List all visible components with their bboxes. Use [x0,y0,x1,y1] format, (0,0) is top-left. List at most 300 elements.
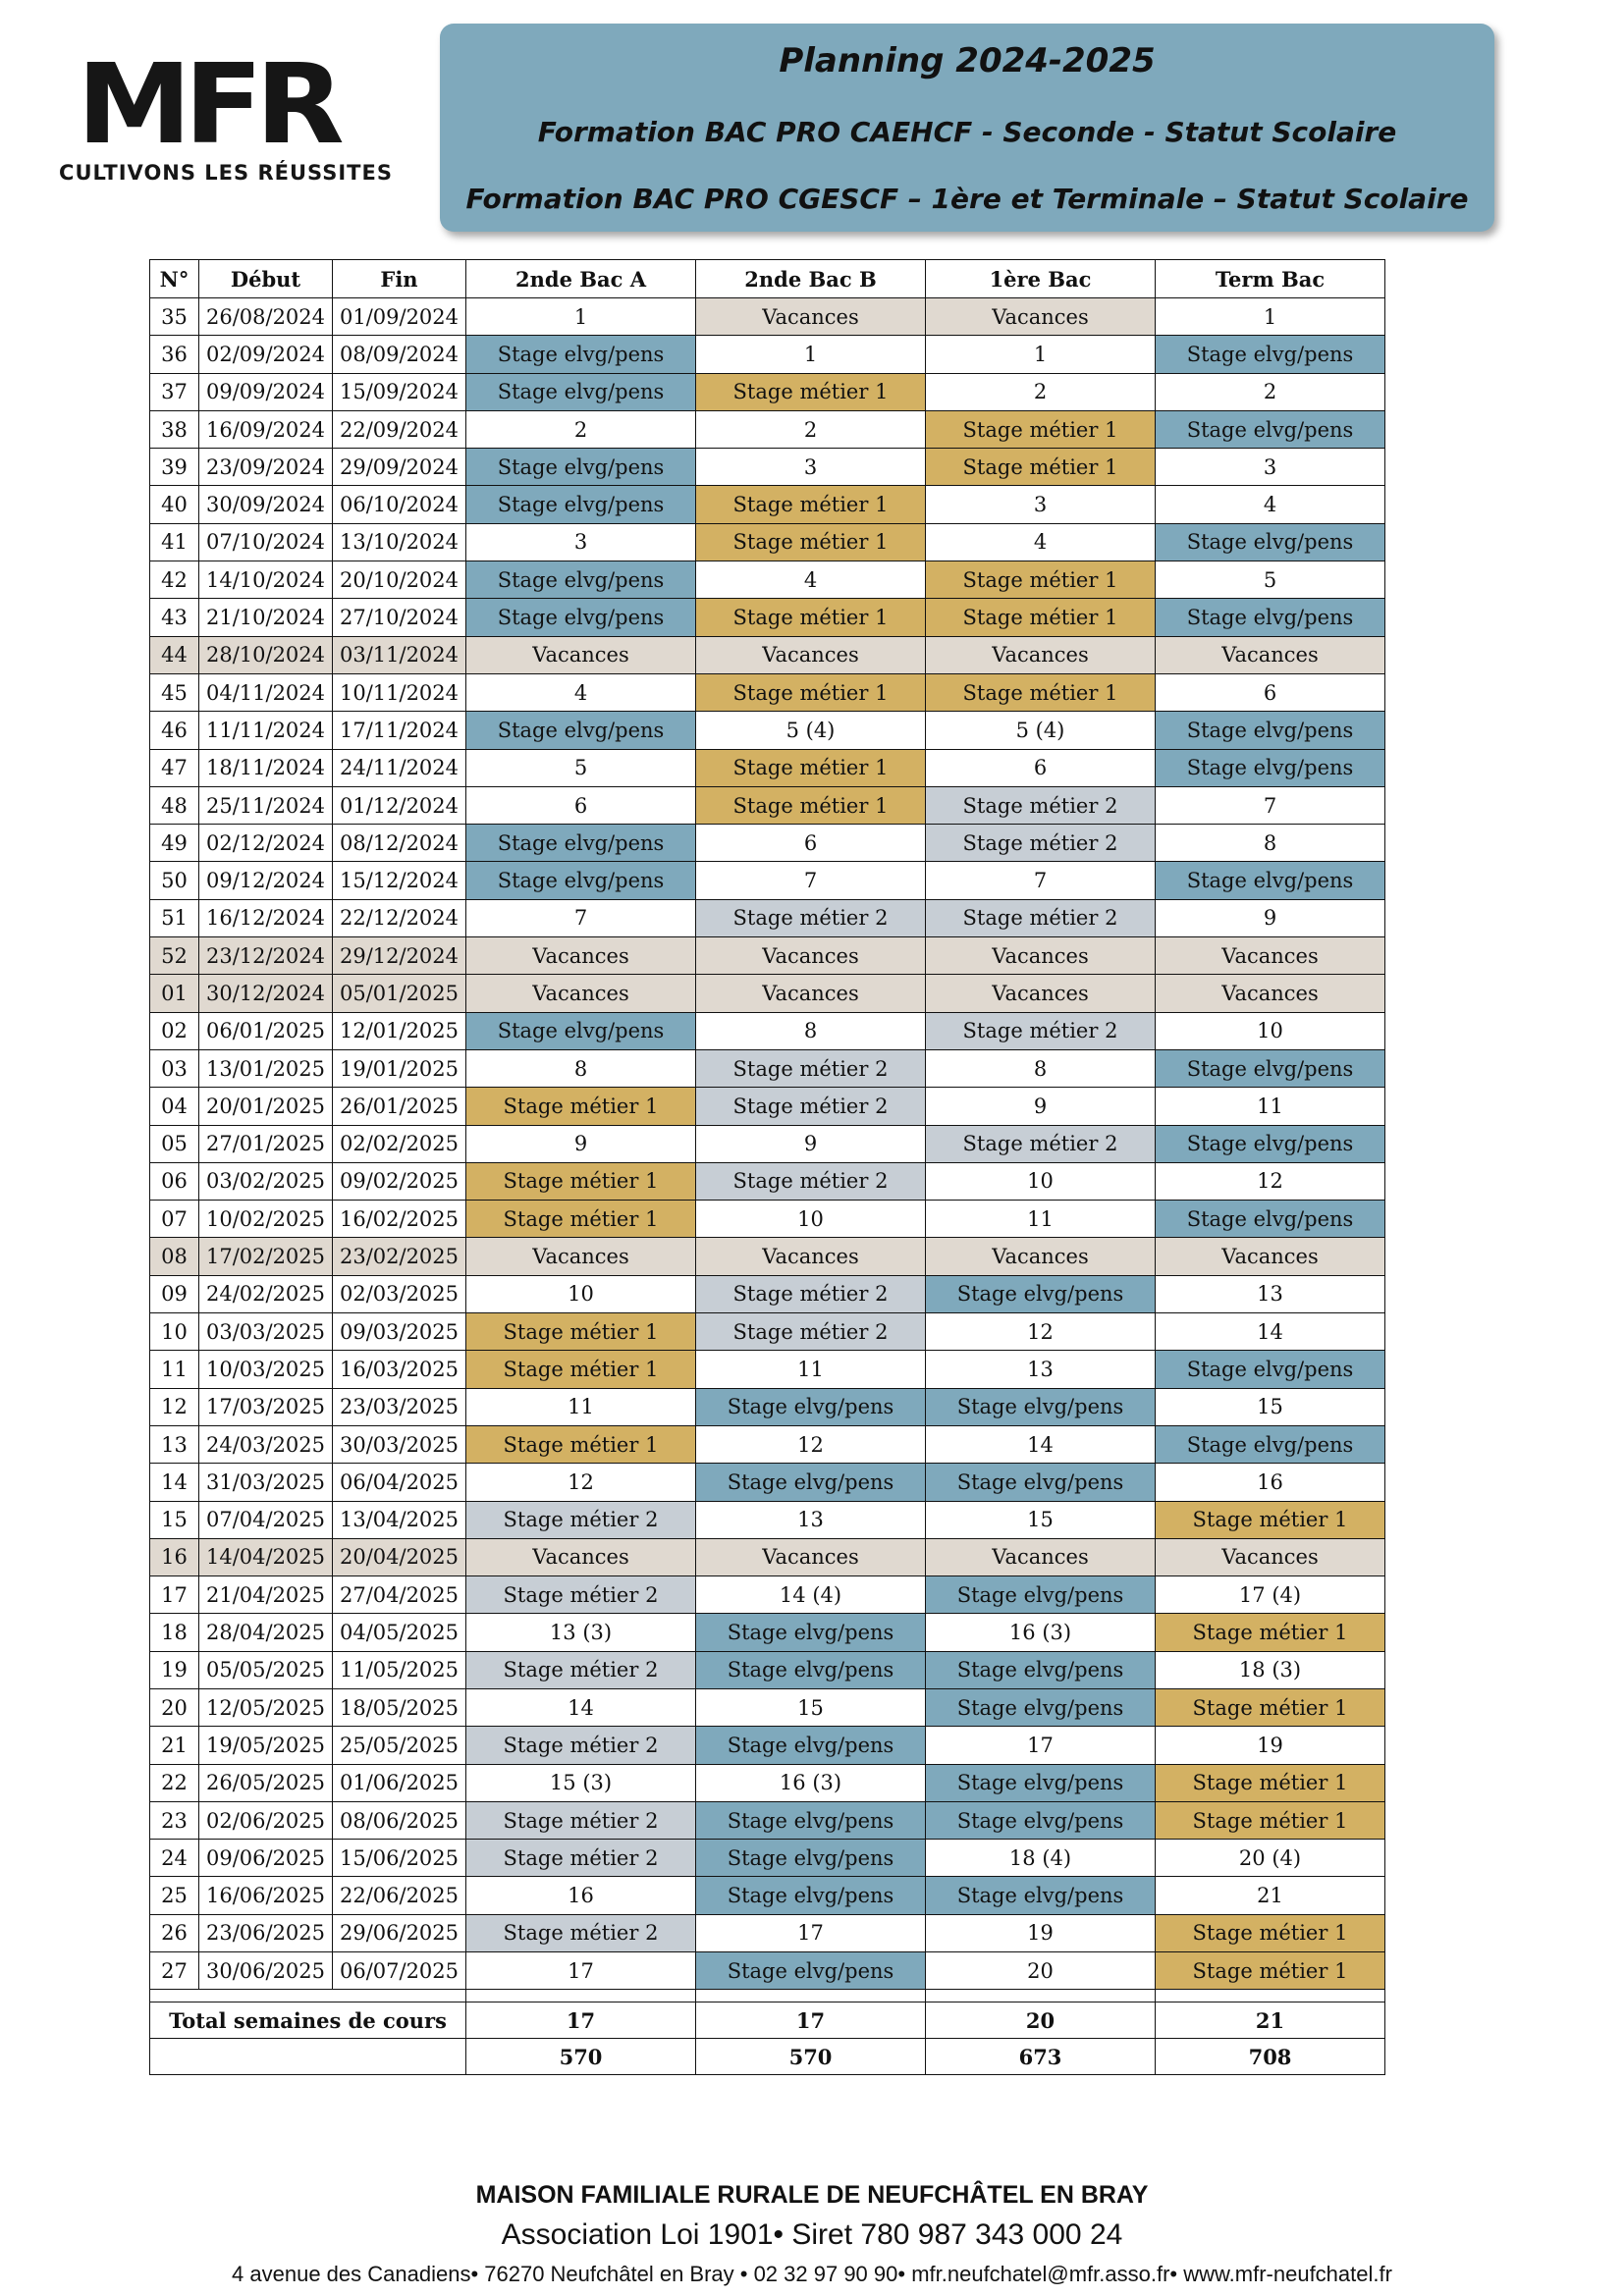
cell-2nde-bac-b: 17 [696,1914,926,1951]
cell-term-bac: Stage métier 1 [1156,1764,1385,1801]
cell-1ere-bac: 16 (3) [926,1614,1156,1651]
table-row [150,410,1385,448]
cell-term-bac: 5 [1156,561,1385,599]
cell-term-bac: 10 [1156,1012,1385,1049]
cell-term-bac: Stage elvg/pens [1156,1049,1385,1087]
header-start-date: Début [199,260,333,298]
cell-2nde-bac-a: Stage elvg/pens [466,825,696,862]
cell-2nde-bac-a: 14 [466,1688,696,1726]
end-date: 22/09/2024 [333,410,466,448]
week-number: 23 [150,1801,199,1839]
start-date: 27/01/2025 [199,1125,333,1162]
end-date: 18/05/2025 [333,1688,466,1726]
cell-term-bac: Vacances [1156,1538,1385,1575]
week-number: 47 [150,749,199,786]
end-date: 26/01/2025 [333,1088,466,1125]
cell-2nde-bac-a: 16 [466,1877,696,1914]
end-date: 25/05/2025 [333,1727,466,1764]
cell-term-bac: 1 [1156,298,1385,336]
week-number: 45 [150,673,199,711]
cell-1ere-bac: Stage elvg/pens [926,1651,1156,1688]
end-date: 06/07/2025 [333,1952,466,1990]
table-row [150,1351,1385,1388]
planning-body [150,298,1385,1990]
logo-letters: MFR [77,39,337,169]
table-row [150,1877,1385,1914]
cell-1ere-bac: 17 [926,1727,1156,1764]
total-hours-row [150,2039,1385,2075]
cell-2nde-bac-b: Stage métier 2 [696,1049,926,1087]
cell-2nde-bac-a: 9 [466,1125,696,1162]
end-date: 10/11/2024 [333,673,466,711]
footer-organisation: MAISON FAMILIALE RURALE DE NEUFCHÂTEL EN BRAY [475,2181,1149,2209]
table-row [150,373,1385,410]
cell-term-bac: Stage elvg/pens [1156,712,1385,749]
start-date: 09/12/2024 [199,862,333,899]
cell-term-bac: 7 [1156,786,1385,824]
cell-term-bac: Stage elvg/pens [1156,336,1385,373]
cell-2nde-bac-b: Vacances [696,298,926,336]
table-row [150,1840,1385,1877]
cell-1ere-bac: 15 [926,1501,1156,1538]
footer-contact: 4 avenue des Canadiens• 76270 Neufchâtel en Bray • 02 32 97 90 90• mfr.neufchatel@mfr.asso.fr• www.mfr-neufchatel.fr [232,2262,1392,2286]
cell-2nde-bac-b: 2 [696,410,926,448]
start-date: 02/12/2024 [199,825,333,862]
start-date: 02/09/2024 [199,336,333,373]
cell-2nde-bac-a: Vacances [466,975,696,1012]
end-date: 16/02/2025 [333,1201,466,1238]
week-number: 10 [150,1313,199,1351]
cell-2nde-bac-a: 7 [466,899,696,936]
start-date: 06/01/2025 [199,1012,333,1049]
cell-2nde-bac-a: Stage métier 1 [466,1425,696,1463]
cell-1ere-bac: Vacances [926,636,1156,673]
end-date: 06/10/2024 [333,486,466,523]
gap-cell [466,1990,696,2002]
week-number: 07 [150,1201,199,1238]
start-date: 23/06/2025 [199,1914,333,1951]
total-weeks-2nde-bac-b: 17 [696,2002,926,2039]
gap-cell [150,1990,466,2002]
cell-1ere-bac: 10 [926,1162,1156,1200]
start-date: 17/02/2025 [199,1238,333,1275]
cell-2nde-bac-b: Stage métier 2 [696,1088,926,1125]
table-row [150,1501,1385,1538]
cell-1ere-bac: Stage elvg/pens [926,1877,1156,1914]
cell-2nde-bac-b: 14 (4) [696,1576,926,1614]
week-number: 14 [150,1464,199,1501]
start-date: 09/09/2024 [199,373,333,410]
week-number: 41 [150,523,199,561]
cell-1ere-bac: Stage métier 1 [926,449,1156,486]
week-number: 22 [150,1764,199,1801]
cell-1ere-bac: Stage métier 1 [926,561,1156,599]
cell-2nde-bac-a: Stage métier 1 [466,1313,696,1351]
cell-2nde-bac-a: 2 [466,410,696,448]
table-row [150,636,1385,673]
cell-2nde-bac-b: Stage elvg/pens [696,1388,926,1425]
week-number: 52 [150,937,199,975]
table-row [150,449,1385,486]
cell-2nde-bac-a: Vacances [466,636,696,673]
table-row [150,486,1385,523]
total-weeks-2nde-bac-a: 17 [466,2002,696,2039]
formation-premiere-terminale: Formation BAC PRO CGESCF – 1ère et Terminale – Statut Scolaire [465,183,1469,215]
table-row [150,1801,1385,1839]
table-row [150,862,1385,899]
end-date: 20/04/2025 [333,1538,466,1575]
table-row [150,1464,1385,1501]
cell-2nde-bac-b: Stage elvg/pens [696,1464,926,1501]
cell-2nde-bac-a: Vacances [466,937,696,975]
week-number: 21 [150,1727,199,1764]
table-row [150,336,1385,373]
header-term-bac: Term Bac [1156,260,1385,298]
cell-2nde-bac-a: 3 [466,523,696,561]
table-row [150,1727,1385,1764]
cell-term-bac: 15 [1156,1388,1385,1425]
start-date: 11/11/2024 [199,712,333,749]
cell-2nde-bac-a: Stage elvg/pens [466,1012,696,1049]
header-week-number: N° [150,260,199,298]
end-date: 23/03/2025 [333,1388,466,1425]
week-number: 20 [150,1688,199,1726]
cell-1ere-bac: Stage métier 2 [926,786,1156,824]
week-number: 17 [150,1576,199,1614]
cell-2nde-bac-a: Stage elvg/pens [466,599,696,636]
week-number: 18 [150,1614,199,1651]
cell-1ere-bac: 3 [926,486,1156,523]
total-hours-label [150,2039,466,2075]
cell-1ere-bac: 14 [926,1425,1156,1463]
header-2nde-bac-a: 2nde Bac A [466,260,696,298]
cell-term-bac: Stage elvg/pens [1156,599,1385,636]
cell-1ere-bac: Vacances [926,937,1156,975]
cell-2nde-bac-b: Stage elvg/pens [696,1651,926,1688]
end-date: 29/09/2024 [333,449,466,486]
week-number: 25 [150,1877,199,1914]
cell-2nde-bac-a: Stage métier 2 [466,1914,696,1951]
cell-2nde-bac-a: Vacances [466,1538,696,1575]
start-date: 30/09/2024 [199,486,333,523]
end-date: 12/01/2025 [333,1012,466,1049]
cell-1ere-bac: 18 (4) [926,1840,1156,1877]
total-hours-2nde-bac-b: 570 [696,2039,926,2075]
cell-term-bac: 20 (4) [1156,1840,1385,1877]
start-date: 19/05/2025 [199,1727,333,1764]
start-date: 13/01/2025 [199,1049,333,1087]
cell-1ere-bac: Stage elvg/pens [926,1275,1156,1312]
cell-1ere-bac: Stage métier 2 [926,899,1156,936]
week-number: 12 [150,1388,199,1425]
cell-2nde-bac-b: Stage métier 2 [696,1313,926,1351]
end-date: 15/09/2024 [333,373,466,410]
start-date: 03/02/2025 [199,1162,333,1200]
week-number: 40 [150,486,199,523]
cell-2nde-bac-b: Stage métier 2 [696,1162,926,1200]
cell-2nde-bac-b: Stage métier 1 [696,786,926,824]
cell-2nde-bac-a: 5 [466,749,696,786]
week-number: 16 [150,1538,199,1575]
table-row [150,1388,1385,1425]
cell-2nde-bac-b: Stage elvg/pens [696,1801,926,1839]
start-date: 23/12/2024 [199,937,333,975]
cell-term-bac: 21 [1156,1877,1385,1914]
start-date: 12/05/2025 [199,1688,333,1726]
end-date: 06/04/2025 [333,1464,466,1501]
start-date: 16/12/2024 [199,899,333,936]
table-row [150,1125,1385,1162]
cell-2nde-bac-a: Stage métier 1 [466,1088,696,1125]
logo-tagline: CULTIVONS LES RÉUSSITES [59,161,393,185]
end-date: 29/06/2025 [333,1914,466,1951]
end-date: 09/02/2025 [333,1162,466,1200]
cell-term-bac: 2 [1156,373,1385,410]
end-date: 01/09/2024 [333,298,466,336]
cell-2nde-bac-b: 8 [696,1012,926,1049]
cell-2nde-bac-b: 1 [696,336,926,373]
cell-2nde-bac-b: Vacances [696,937,926,975]
table-row [150,1425,1385,1463]
start-date: 26/08/2024 [199,298,333,336]
start-date: 31/03/2025 [199,1464,333,1501]
cell-2nde-bac-a: 8 [466,1049,696,1087]
table-row [150,1162,1385,1200]
cell-1ere-bac: Stage métier 1 [926,673,1156,711]
week-number: 19 [150,1651,199,1688]
cell-1ere-bac: Stage elvg/pens [926,1464,1156,1501]
gap-row [150,1990,1385,2002]
table-row [150,825,1385,862]
start-date: 17/03/2025 [199,1388,333,1425]
week-number: 11 [150,1351,199,1388]
week-number: 48 [150,786,199,824]
start-date: 24/03/2025 [199,1425,333,1463]
end-date: 15/12/2024 [333,862,466,899]
week-number: 06 [150,1162,199,1200]
week-number: 37 [150,373,199,410]
cell-term-bac: Stage elvg/pens [1156,1425,1385,1463]
table-row [150,899,1385,936]
cell-term-bac: Stage elvg/pens [1156,1125,1385,1162]
end-date: 22/06/2025 [333,1877,466,1914]
end-date: 09/03/2025 [333,1313,466,1351]
end-date: 01/12/2024 [333,786,466,824]
table-row [150,1576,1385,1614]
cell-2nde-bac-b: 15 [696,1688,926,1726]
start-date: 02/06/2025 [199,1801,333,1839]
table-row [150,1914,1385,1951]
cell-term-bac: 19 [1156,1727,1385,1764]
cell-2nde-bac-a: Stage elvg/pens [466,712,696,749]
cell-2nde-bac-b: Stage métier 1 [696,749,926,786]
planning-table [149,259,1385,2075]
cell-term-bac: 17 (4) [1156,1576,1385,1614]
cell-2nde-bac-a: 6 [466,786,696,824]
start-date: 14/10/2024 [199,561,333,599]
start-date: 07/04/2025 [199,1501,333,1538]
cell-term-bac: 4 [1156,486,1385,523]
start-date: 03/03/2025 [199,1313,333,1351]
cell-1ere-bac: Vacances [926,975,1156,1012]
start-date: 24/02/2025 [199,1275,333,1312]
table-row [150,561,1385,599]
cell-2nde-bac-a: Stage elvg/pens [466,561,696,599]
start-date: 28/04/2025 [199,1614,333,1651]
table-row [150,1651,1385,1688]
table-row [150,1049,1385,1087]
cell-2nde-bac-a: Stage métier 2 [466,1727,696,1764]
week-number: 44 [150,636,199,673]
cell-2nde-bac-b: Stage elvg/pens [696,1840,926,1877]
cell-term-bac: Stage elvg/pens [1156,523,1385,561]
cell-1ere-bac: 11 [926,1201,1156,1238]
cell-2nde-bac-a: 12 [466,1464,696,1501]
cell-2nde-bac-a: Stage métier 2 [466,1801,696,1839]
week-number: 09 [150,1275,199,1312]
week-number: 03 [150,1049,199,1087]
cell-1ere-bac: 19 [926,1914,1156,1951]
cell-term-bac: Stage elvg/pens [1156,749,1385,786]
week-number: 04 [150,1088,199,1125]
table-row [150,1614,1385,1651]
cell-2nde-bac-a: Stage elvg/pens [466,373,696,410]
week-number: 39 [150,449,199,486]
cell-2nde-bac-a: Stage métier 1 [466,1162,696,1200]
start-date: 30/06/2025 [199,1952,333,1990]
table-row [150,1313,1385,1351]
start-date: 26/05/2025 [199,1764,333,1801]
week-number: 15 [150,1501,199,1538]
start-date: 09/06/2025 [199,1840,333,1877]
mfr-logo [49,39,412,194]
end-date: 30/03/2025 [333,1425,466,1463]
start-date: 16/09/2024 [199,410,333,448]
cell-2nde-bac-a: 15 (3) [466,1764,696,1801]
cell-term-bac: 9 [1156,899,1385,936]
start-date: 14/04/2025 [199,1538,333,1575]
end-date: 13/04/2025 [333,1501,466,1538]
cell-2nde-bac-b: Stage métier 1 [696,373,926,410]
cell-2nde-bac-b: 5 (4) [696,712,926,749]
cell-term-bac: Stage elvg/pens [1156,862,1385,899]
cell-term-bac: 13 [1156,1275,1385,1312]
cell-2nde-bac-a: 13 (3) [466,1614,696,1651]
cell-1ere-bac: Stage métier 1 [926,410,1156,448]
start-date: 23/09/2024 [199,449,333,486]
cell-2nde-bac-a: 17 [466,1952,696,1990]
end-date: 05/01/2025 [333,975,466,1012]
cell-1ere-bac: Stage elvg/pens [926,1688,1156,1726]
end-date: 20/10/2024 [333,561,466,599]
start-date: 07/10/2024 [199,523,333,561]
cell-2nde-bac-b: 4 [696,561,926,599]
cell-2nde-bac-b: 11 [696,1351,926,1388]
week-number: 49 [150,825,199,862]
page-title: Planning 2024-2025 [779,41,1156,80]
cell-2nde-bac-b: Stage elvg/pens [696,1952,926,1990]
table-header-row [150,260,1385,298]
cell-2nde-bac-a: Stage métier 2 [466,1840,696,1877]
table-row [150,1538,1385,1575]
cell-term-bac: Vacances [1156,636,1385,673]
cell-term-bac: 16 [1156,1464,1385,1501]
cell-2nde-bac-b: Stage elvg/pens [696,1614,926,1651]
gap-cell [926,1990,1156,2002]
cell-2nde-bac-a: Stage métier 1 [466,1351,696,1388]
end-date: 24/11/2024 [333,749,466,786]
start-date: 21/04/2025 [199,1576,333,1614]
cell-2nde-bac-a: 11 [466,1388,696,1425]
week-number: 42 [150,561,199,599]
cell-1ere-bac: Stage métier 2 [926,1012,1156,1049]
end-date: 02/02/2025 [333,1125,466,1162]
cell-2nde-bac-a: Stage elvg/pens [466,862,696,899]
total-hours-2nde-bac-a: 570 [466,2039,696,2075]
week-number: 26 [150,1914,199,1951]
total-hours-term-bac: 708 [1156,2039,1385,2075]
start-date: 20/01/2025 [199,1088,333,1125]
cell-2nde-bac-a: 4 [466,673,696,711]
cell-term-bac: Stage elvg/pens [1156,410,1385,448]
table-row [150,523,1385,561]
cell-2nde-bac-b: Stage elvg/pens [696,1727,926,1764]
start-date: 28/10/2024 [199,636,333,673]
cell-2nde-bac-a: 10 [466,1275,696,1312]
start-date: 16/06/2025 [199,1877,333,1914]
total-weeks-label: Total semaines de cours [150,2002,466,2039]
end-date: 27/04/2025 [333,1576,466,1614]
cell-2nde-bac-b: 9 [696,1125,926,1162]
week-number: 46 [150,712,199,749]
gap-cell [696,1990,926,2002]
table-row [150,975,1385,1012]
table-row [150,937,1385,975]
cell-2nde-bac-b: 3 [696,449,926,486]
start-date: 25/11/2024 [199,786,333,824]
start-date: 10/03/2025 [199,1351,333,1388]
cell-2nde-bac-b: 10 [696,1201,926,1238]
cell-1ere-bac: 5 (4) [926,712,1156,749]
start-date: 04/11/2024 [199,673,333,711]
cell-2nde-bac-b: 12 [696,1425,926,1463]
cell-term-bac: Vacances [1156,1238,1385,1275]
cell-1ere-bac: Stage métier 1 [926,599,1156,636]
cell-2nde-bac-a: Stage elvg/pens [466,449,696,486]
cell-2nde-bac-b: 16 (3) [696,1764,926,1801]
cell-1ere-bac: Vacances [926,298,1156,336]
cell-2nde-bac-a: 1 [466,298,696,336]
end-date: 27/10/2024 [333,599,466,636]
cell-2nde-bac-b: Vacances [696,1538,926,1575]
start-date: 18/11/2024 [199,749,333,786]
week-number: 35 [150,298,199,336]
cell-1ere-bac: 8 [926,1049,1156,1087]
week-number: 05 [150,1125,199,1162]
cell-term-bac: 3 [1156,449,1385,486]
end-date: 16/03/2025 [333,1351,466,1388]
cell-1ere-bac: Stage métier 2 [926,825,1156,862]
cell-2nde-bac-a: Stage métier 1 [466,1201,696,1238]
cell-2nde-bac-b: Stage elvg/pens [696,1877,926,1914]
end-date: 11/05/2025 [333,1651,466,1688]
week-number: 51 [150,899,199,936]
cell-term-bac: Stage elvg/pens [1156,1351,1385,1388]
cell-1ere-bac: 20 [926,1952,1156,1990]
cell-term-bac: 12 [1156,1162,1385,1200]
cell-2nde-bac-a: Stage elvg/pens [466,486,696,523]
end-date: 08/06/2025 [333,1801,466,1839]
